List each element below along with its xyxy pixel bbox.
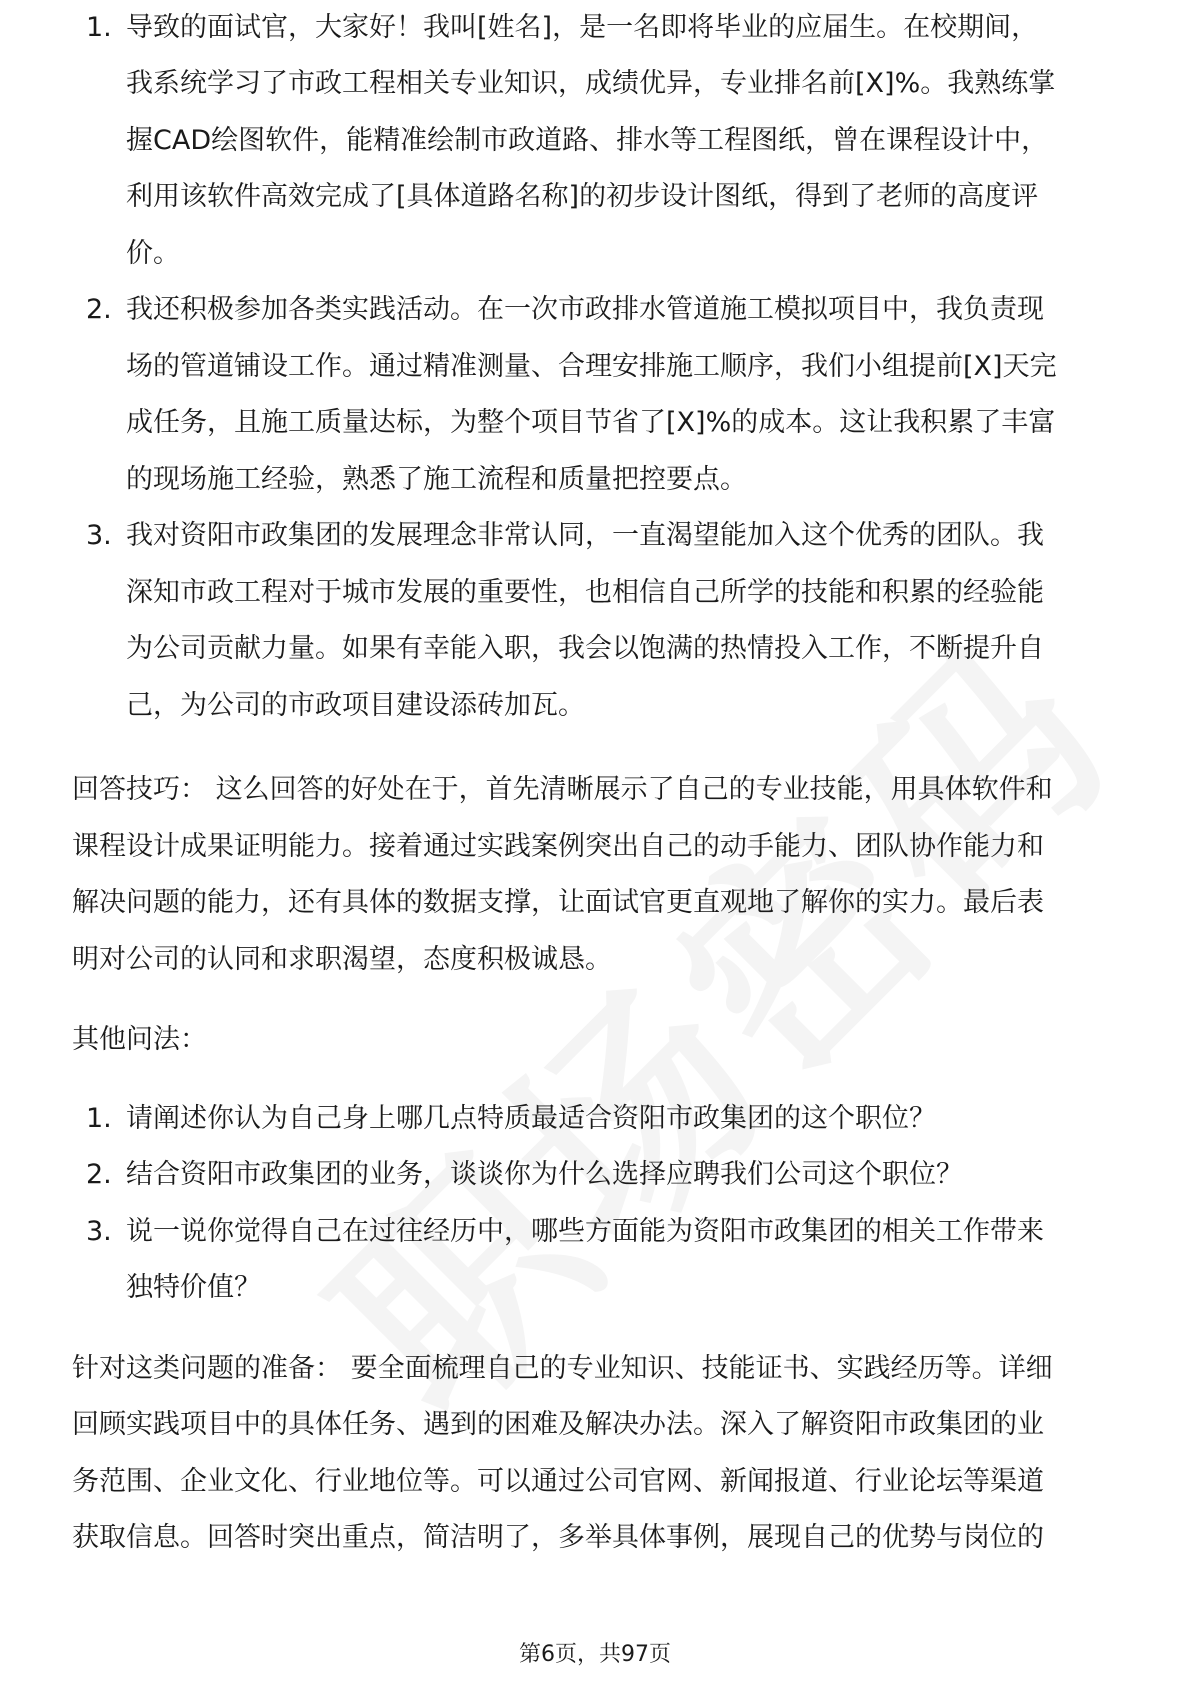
answer-tips-paragraph xyxy=(72,762,1122,988)
paragraph-line: 务范围、企业文化、行业地位等。可以通过公司官网、新闻报道、行业论坛等渠道 xyxy=(72,1465,1044,1497)
answer-item-1 xyxy=(72,12,1122,282)
list-line: 场的管道铺设工作。通过精准测量、合理安排施工顺序，我们小组提前[X]天完 xyxy=(126,350,1057,382)
spacer xyxy=(72,1317,1122,1341)
list-line: 利用该软件高效完成了[具体道路名称]的初步设计图纸，得到了老师的高度评 xyxy=(126,181,1039,212)
paragraph-line: 课程设计成果证明能力。接着通过实践案例突出自己的动手能力、团队协作能力和 xyxy=(72,830,1044,862)
list-number: 3. xyxy=(86,1215,112,1247)
spacer xyxy=(72,988,1122,1012)
paragraph-line: 回答技巧： 这么回答的好处在于，首先清晰展示了自己的专业技能，用具体软件和 xyxy=(72,774,1053,805)
paragraph-line: 回顾实践项目中的具体任务、遇到的困难及解决办法。深入了解资阳市政集团的业 xyxy=(72,1409,1044,1440)
list-number: 2. xyxy=(86,1159,112,1190)
list-line: 的现场施工经验，熟悉了施工流程和质量把控要点。 xyxy=(126,463,747,495)
page-content xyxy=(72,12,1122,1567)
answer-list xyxy=(72,12,1122,734)
paragraph-line: 解决问题的能力，还有具体的数据支撑，让面试官更直观地了解你的实力。最后表 xyxy=(72,887,1044,918)
list-number: 3. xyxy=(86,520,112,551)
answer-item-3 xyxy=(72,508,1122,734)
other-question-3 xyxy=(72,1204,1122,1317)
spacer xyxy=(72,734,1122,762)
cut-off-text: 导致的面试官，大家好！我叫[姓名]，是一名即将毕业的应届生。在校期间， xyxy=(126,12,1039,43)
list-line: 说一说你觉得自己在过往经历中，哪些方面能为资阳市政集团的相关工作带来 xyxy=(126,1215,1044,1247)
other-questions-heading: 其他问法： xyxy=(72,1024,207,1055)
list-line: 结合资阳市政集团的业务，谈谈你为什么选择应聘我们公司这个职位？ xyxy=(126,1159,963,1190)
list-line: 握CAD绘图软件，能精准绘制市政道路、排水等工程图纸，曾在课程设计中， xyxy=(126,124,1049,156)
list-line: 成任务，且施工质量达标，为整个项目节省了[X]%的成本。这让我积累了丰富 xyxy=(126,407,1056,438)
list-line: 价。 xyxy=(126,237,180,269)
paragraph-line: 明对公司的认同和求职渴望，态度积极诚恳。 xyxy=(72,943,612,975)
list-line: 我还积极参加各类实践活动。在一次市政排水管道施工模拟项目中，我负责现 xyxy=(126,294,1044,325)
list-line: 我对资阳市政集团的发展理念非常认同，一直渴望能加入这个优秀的团队。我 xyxy=(126,520,1044,551)
list-number: 2. xyxy=(86,294,112,325)
spacer xyxy=(72,1069,1122,1091)
list-line: 为公司贡献力量。如果有幸能入职，我会以饱满的热情投入工作，不断提升自 xyxy=(126,633,1044,664)
list-line: 请阐述你认为自己身上哪几点特质最适合资阳市政集团的这个职位？ xyxy=(126,1102,936,1134)
list-line: 我系统学习了市政工程相关专业知识，成绩优异，专业排名前[X]%。我熟练掌 xyxy=(126,68,1056,99)
list-number: 1. xyxy=(86,1102,112,1134)
list-line: 己，为公司的市政项目建设添砖加瓦。 xyxy=(126,689,585,721)
page-number: 第6页，共97页 xyxy=(519,1642,671,1667)
answer-item-2 xyxy=(72,282,1122,508)
other-question-1 xyxy=(72,1091,1122,1148)
other-question-2 xyxy=(72,1147,1122,1204)
list-line: 深知市政工程对于城市发展的重要性，也相信自己所学的技能和积累的经验能 xyxy=(126,576,1044,608)
list-line: 独特价值？ xyxy=(126,1272,261,1303)
other-questions-list xyxy=(72,1091,1122,1317)
paragraph-line: 针对这类问题的准备： 要全面梳理自己的专业知识、技能证书、实践经历等。详细 xyxy=(72,1352,1053,1384)
cut-off-line xyxy=(126,12,1122,56)
preparation-paragraph xyxy=(72,1341,1122,1567)
list-number: 1. xyxy=(86,12,112,43)
paragraph-line: 获取信息。回答时突出重点，简洁明了，多举具体事例，展现自己的优势与岗位的 xyxy=(72,1522,1044,1553)
